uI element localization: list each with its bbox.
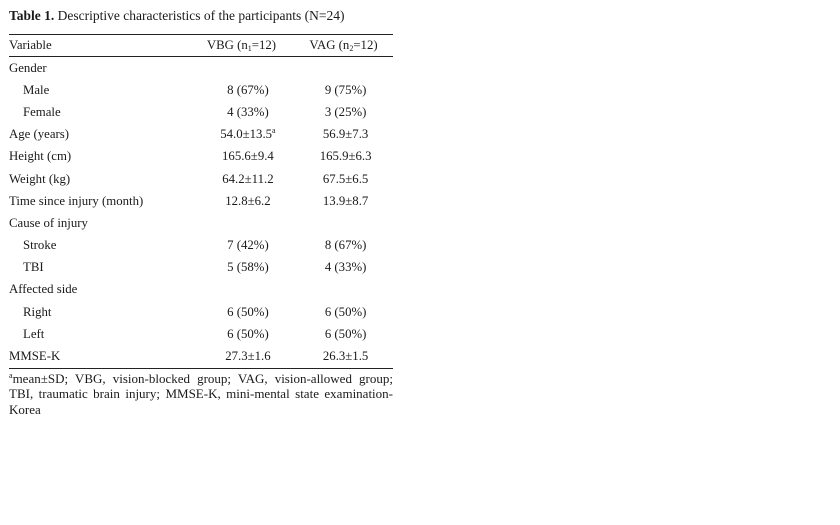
table-row xyxy=(9,168,393,190)
characteristics-table-body xyxy=(9,57,393,368)
row-label: Weight (kg) xyxy=(9,171,71,186)
vag-value: 56.9±7.3 xyxy=(322,127,369,142)
vag-value xyxy=(298,279,393,301)
vag-value: 165.9±6.3 xyxy=(319,149,372,164)
row-label: Gender xyxy=(9,60,47,75)
row-label: Cause of injury xyxy=(9,215,88,230)
vbg-value-text: 5 (58%) xyxy=(227,260,269,275)
row-label: MMSE-K xyxy=(9,349,61,364)
vbg-value xyxy=(198,79,299,101)
table-footnote xyxy=(9,371,393,418)
table-row xyxy=(9,101,393,123)
footnote-text: mean±SD; VBG, vision-blocked group; VAG, vision-allowed group; TBI, traumatic brain injury; MMSE-K, mini-mental state examination-Korea xyxy=(9,370,393,417)
vbg-value xyxy=(198,101,299,123)
vbg-value-text: 6 (50%) xyxy=(227,326,269,341)
vbg-value-text: 27.3±1.6 xyxy=(225,349,271,364)
vag-value: 6 (50%) xyxy=(324,304,367,319)
vbg-value xyxy=(198,168,299,190)
vbg-value xyxy=(198,124,299,146)
row-label: Female xyxy=(23,104,61,119)
vbg-value-text: 4 (33%) xyxy=(227,104,269,119)
table-title-text: Descriptive characteristics of the participants (N=24) xyxy=(57,8,345,23)
header-variable: Variable xyxy=(9,38,52,52)
table-body xyxy=(9,57,393,368)
header-vag-subscript: 2 xyxy=(349,44,354,53)
vbg-value xyxy=(198,257,299,279)
table-row xyxy=(9,345,393,367)
header-vbg-prefix: VBG (n xyxy=(206,38,248,52)
table-row xyxy=(9,301,393,323)
header-vbg-subscript: 1 xyxy=(247,44,252,53)
vbg-value-text: 12.8±6.2 xyxy=(225,193,271,208)
vbg-value-text: 165.6±9.4 xyxy=(222,149,274,164)
vag-value: 13.9±8.7 xyxy=(322,193,369,208)
vag-value: 3 (25%) xyxy=(324,104,367,119)
footnote-superscript: a xyxy=(9,370,13,380)
header-vag-prefix: VAG (n xyxy=(309,38,350,52)
vag-value: 6 (50%) xyxy=(324,326,367,341)
row-label: Height (cm) xyxy=(9,149,72,164)
vag-value: 8 (67%) xyxy=(324,238,367,253)
table-row xyxy=(9,190,393,212)
row-label: Right xyxy=(23,304,52,319)
vbg-value xyxy=(198,279,299,301)
row-label: Male xyxy=(23,82,50,97)
table-document xyxy=(9,6,393,417)
header-vbg xyxy=(189,35,294,56)
header-vag-suffix: =12) xyxy=(353,38,378,52)
vbg-value xyxy=(198,57,299,79)
row-label: TBI xyxy=(23,260,44,275)
vbg-value xyxy=(198,190,299,212)
vbg-value-text: 8 (67%) xyxy=(227,82,269,97)
table-row xyxy=(9,146,393,168)
vag-value: 26.3±1.5 xyxy=(322,349,369,364)
vbg-value-text: 54.0±13.5 xyxy=(220,127,273,142)
table-row xyxy=(9,57,393,79)
table-row xyxy=(9,212,393,234)
vbg-value-text: 6 (50%) xyxy=(227,304,269,319)
vbg-value xyxy=(198,345,299,367)
table-row xyxy=(9,79,393,101)
vag-value: 67.5±6.5 xyxy=(322,171,369,186)
row-label: Stroke xyxy=(23,238,57,253)
table-row xyxy=(9,235,393,257)
vbg-value xyxy=(198,323,299,345)
table-title-label: Table 1. xyxy=(9,8,55,23)
vag-value: 4 (33%) xyxy=(324,260,367,275)
vbg-value-text: 7 (42%) xyxy=(227,238,269,253)
vag-value: 9 (75%) xyxy=(324,82,367,97)
row-label: Time since injury (month) xyxy=(9,193,144,208)
vbg-value xyxy=(198,212,299,234)
vbg-value xyxy=(198,146,299,168)
vbg-value-text: 64.2±11.2 xyxy=(222,171,274,186)
vag-value xyxy=(298,57,393,79)
table-row xyxy=(9,279,393,301)
row-label: Age (years) xyxy=(9,127,70,142)
table-title xyxy=(9,6,393,26)
vbg-value xyxy=(198,235,299,257)
characteristics-table xyxy=(9,35,393,56)
vbg-value xyxy=(198,301,299,323)
header-vbg-suffix: =12) xyxy=(251,38,277,52)
header-vag xyxy=(294,35,393,56)
table-row xyxy=(9,257,393,279)
row-label: Affected side xyxy=(9,282,78,297)
table-header-row xyxy=(9,35,393,56)
vbg-value-superscript: a xyxy=(272,126,276,136)
row-label: Left xyxy=(23,326,45,341)
table-bottom-rule xyxy=(9,368,393,369)
vag-value xyxy=(298,212,393,234)
table-row xyxy=(9,124,393,146)
table-row xyxy=(9,323,393,345)
